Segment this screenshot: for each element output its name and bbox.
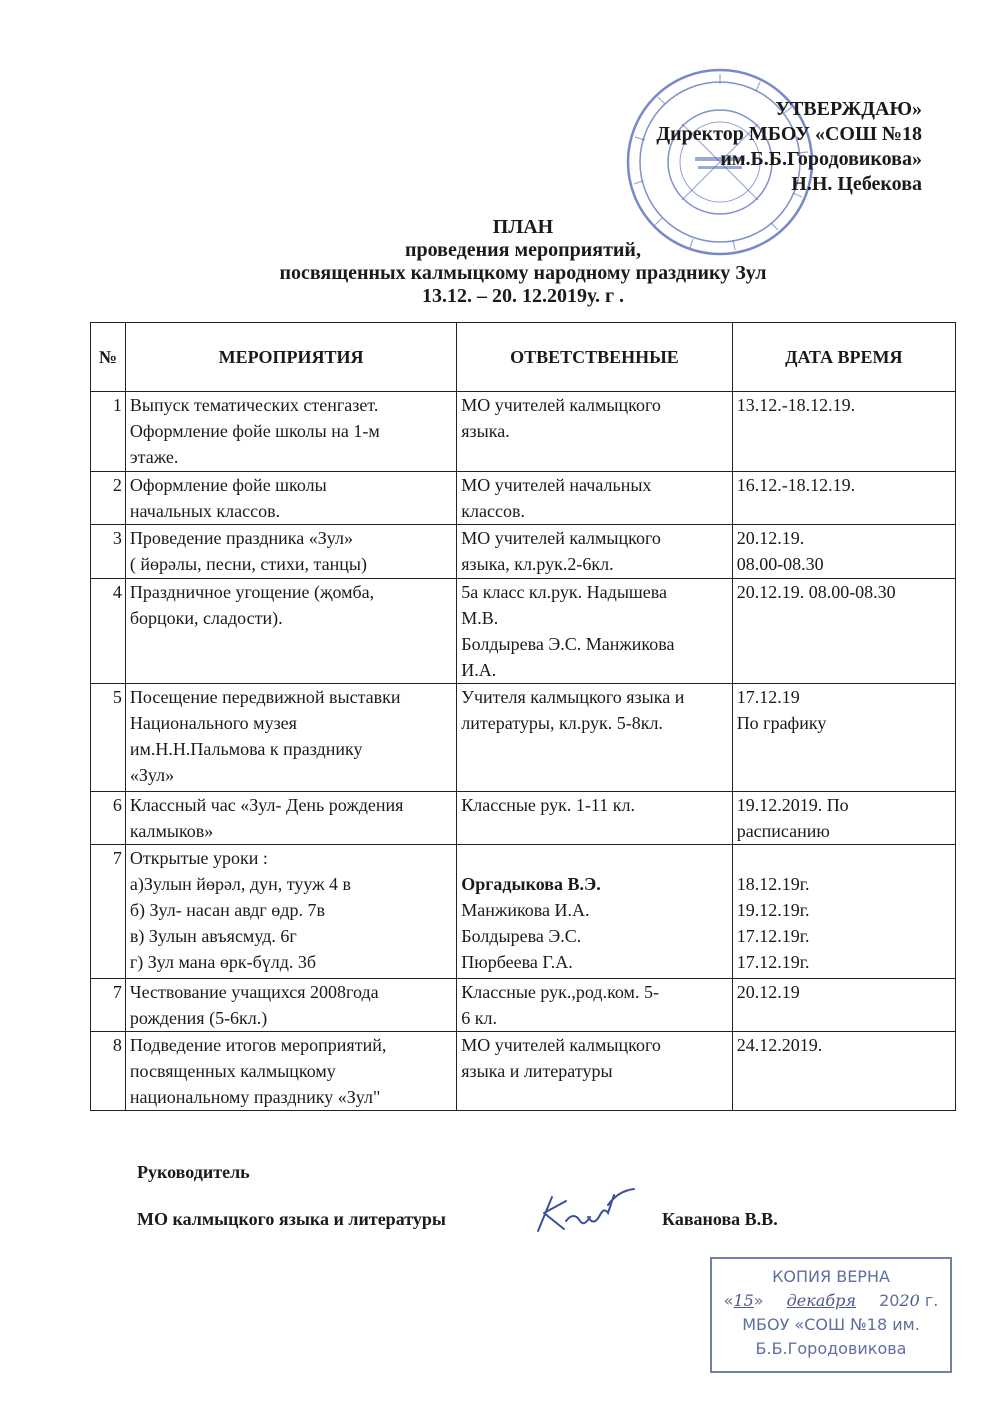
handwritten-signature [530, 1183, 640, 1238]
row-number: 7 [91, 845, 126, 979]
activity-line: в) Зулын авъясмуд. 6г [129, 926, 297, 946]
responsible-line [461, 845, 727, 871]
responsible-line: классов. [461, 501, 525, 521]
table-row [91, 792, 956, 845]
date-line [737, 845, 951, 871]
header-num: № [91, 323, 126, 392]
activity-line: а)Зулын йөрәл, дун, тууж 4 в [129, 874, 352, 894]
row-number: 3 [91, 525, 126, 579]
activity-line: Праздничное угощение (җомба, [129, 582, 375, 602]
footer-head-label: Руководитель [137, 1162, 250, 1182]
responsible-line: Классные рук. 1-11 кл. [461, 795, 635, 815]
cell-date [732, 392, 955, 472]
activity-line: Выпуск тематических стенгазет. [129, 395, 379, 415]
responsible-line: языка. [461, 421, 510, 441]
activity-line: рождения (5-6кл.) [129, 1008, 268, 1028]
header-activity: МЕРОПРИЯТИЯ [125, 323, 456, 392]
activity-line: начальных классов. [129, 501, 281, 521]
stamp-line-3: МБОУ «СОШ №18 им. [742, 1315, 920, 1334]
cell-date [732, 684, 955, 792]
title-line-3: посвященных калмыцкому народному празднику Зул [279, 262, 767, 284]
responsible-line: М.В. [461, 608, 499, 628]
cell-activity [125, 792, 456, 845]
table-row [91, 392, 956, 472]
cell-activity [125, 472, 456, 525]
activity-line: Открытые уроки : [129, 848, 268, 868]
table-row [91, 1032, 956, 1111]
activity-line: Национального музея [129, 713, 297, 733]
approval-line-3: им.Б.Б.Городовикова» [720, 148, 922, 170]
cell-activity [125, 579, 456, 684]
activity-line: Классный час «Зул- День рождения [129, 795, 404, 815]
cell-activity [125, 845, 456, 979]
table-row [91, 525, 956, 579]
activity-line: борцоки, сладости). [129, 608, 283, 628]
activity-line: Оформление фойе школы на 1-м [129, 421, 380, 441]
activity-line: ( йөрәлы, песни, стихи, танцы) [129, 554, 367, 574]
date-line: По графику [736, 713, 827, 733]
stamp-line-1: КОПИЯ ВЕРНА [772, 1267, 890, 1286]
responsible-line: литературы, кл.рук. 5-8кл. [461, 713, 663, 733]
activity-line: национальному празднику «Зул" [129, 1087, 381, 1107]
footer-mo-label: МО калмыцкого языка и литературы [137, 1209, 446, 1229]
cell-date [732, 525, 955, 579]
cell-responsible [457, 979, 732, 1032]
date-line: 20.12.19. [736, 528, 805, 548]
date-line: 24.12.2019. [736, 1035, 823, 1055]
activity-line: им.Н.Н.Пальмова к празднику [129, 739, 363, 759]
stamp-line-4: Б.Б.Городовикова [755, 1339, 907, 1358]
approval-block [656, 97, 922, 197]
stamp-quote-close: » [753, 1291, 764, 1310]
cell-activity [125, 392, 456, 472]
plan-table [90, 322, 956, 1111]
row-number: 2 [91, 472, 126, 525]
row-number: 5 [91, 684, 126, 792]
activity-line: посвященных калмыцкому [129, 1061, 336, 1081]
activity-line: г) Зул мана өрк-бүлд. 3б [129, 952, 317, 972]
cell-responsible [457, 392, 732, 472]
activity-line: этаже. [129, 447, 179, 467]
responsible-line: Болдырева Э.С. Манжикова [461, 634, 675, 654]
row-number: 1 [91, 392, 126, 472]
activity-line: калмыков» [129, 821, 214, 841]
date-line: расписанию [736, 821, 830, 841]
cell-date [732, 472, 955, 525]
activity-line: Посещение передвижной выставки [129, 687, 401, 707]
cell-responsible [457, 845, 732, 979]
approval-line-4: Н.Н. Цебекова [791, 173, 922, 195]
stamp-day: 15 [733, 1291, 754, 1310]
date-line: 18.12.19г. [736, 874, 810, 894]
responsible-line: МО учителей калмыцкого [461, 528, 661, 548]
copy-certified-stamp [710, 1257, 952, 1373]
title-main: ПЛАН [492, 216, 554, 238]
document-title [90, 216, 956, 308]
responsible-line: языка, кл.рук.2-6кл. [461, 554, 614, 574]
row-number: 6 [91, 792, 126, 845]
table-row [91, 979, 956, 1032]
date-line: 17.12.19г. [736, 952, 810, 972]
footer-name: Каванова В.В. [662, 1209, 778, 1229]
row-number: 8 [91, 1032, 126, 1111]
table-row [91, 845, 956, 979]
row-number: 4 [91, 579, 126, 684]
table-row [91, 684, 956, 792]
responsible-line: МО учителей калмыцкого [461, 1035, 661, 1055]
table-row [91, 472, 956, 525]
cell-responsible [457, 1032, 732, 1111]
approval-line-1: УТВЕРЖДАЮ» [775, 98, 922, 120]
responsible-line: МО учителей начальных [461, 475, 652, 495]
cell-responsible [457, 579, 732, 684]
cell-date [732, 579, 955, 684]
activity-line: Оформление фойе школы [129, 475, 327, 495]
responsible-line: МО учителей калмыцкого [461, 395, 661, 415]
date-line: 13.12.-18.12.19. [736, 395, 856, 415]
approval-line-2: Директор МБОУ «СОШ №18 [656, 123, 922, 145]
cell-responsible [457, 684, 732, 792]
responsible-line: Болдырева Э.С. [461, 926, 582, 946]
header-date-line-2: ВРЕМЯ [837, 347, 903, 367]
header-date-line-1: ДАТА [785, 347, 834, 367]
title-dates: 13.12. – 20. 12.2019у. г . [421, 285, 625, 307]
cell-activity [125, 525, 456, 579]
stamp-year-suffix: 20 [899, 1291, 920, 1310]
responsible-line: Пюрбеева Г.А. [461, 952, 573, 972]
date-line: 20.12.19 [736, 982, 800, 1002]
date-line: 17.12.19г. [736, 926, 810, 946]
header-responsible: ОТВЕТСТВЕННЫЕ [457, 323, 732, 392]
cell-date [732, 792, 955, 845]
cell-activity [125, 684, 456, 792]
responsible-line: 6 кл. [461, 1008, 497, 1028]
cell-responsible [457, 792, 732, 845]
row-number: 7 [91, 979, 126, 1032]
date-line: 19.12.2019. По [736, 795, 849, 815]
header-date [732, 323, 955, 392]
table-row [91, 579, 956, 684]
responsible-line: Классные рук.,род.ком. 5- [461, 982, 659, 1002]
cell-responsible [457, 525, 732, 579]
date-line: 19.12.19г. [736, 900, 810, 920]
activity-line: Проведение праздника «Зул» [129, 528, 353, 548]
responsible-line: Учителя калмыцкого языка и [461, 687, 685, 707]
cell-date [732, 979, 955, 1032]
date-line: 16.12.-18.12.19. [736, 475, 856, 495]
table-body [91, 392, 956, 1111]
stamp-quote-open: « [723, 1291, 734, 1310]
cell-activity [125, 1032, 456, 1111]
stamp-year-prefix: 20 [879, 1291, 900, 1310]
cell-responsible [457, 472, 732, 525]
activity-line: «Зул» [129, 765, 175, 785]
title-line-2: проведения мероприятий, [405, 239, 641, 261]
stamp-month: декабря [786, 1291, 856, 1310]
activity-line: б) Зул- насан авдг өдр. 7в [129, 900, 325, 920]
date-line: 17.12.19 [736, 687, 800, 707]
cell-date [732, 1032, 955, 1111]
responsible-line: языка и литературы [461, 1061, 613, 1081]
cell-activity [125, 979, 456, 1032]
date-line: 08.00-08.30 [736, 554, 824, 574]
responsible-line: И.А. [461, 660, 497, 680]
activity-line: Чествование учащихся 2008года [129, 982, 379, 1002]
table-header-row [91, 323, 956, 392]
responsible-line: 5а класс кл.рук. Надышева [461, 582, 668, 602]
responsible-line: Оргадыкова В.Э. [461, 874, 601, 894]
date-line: 20.12.19. 08.00-08.30 [736, 582, 896, 602]
responsible-line: Манжикова И.А. [461, 900, 590, 920]
cell-date [732, 845, 955, 979]
activity-line: Подведение итогов мероприятий, [129, 1035, 387, 1055]
stamp-year-end: г. [924, 1291, 939, 1310]
stamp-date-line [712, 1289, 950, 1313]
